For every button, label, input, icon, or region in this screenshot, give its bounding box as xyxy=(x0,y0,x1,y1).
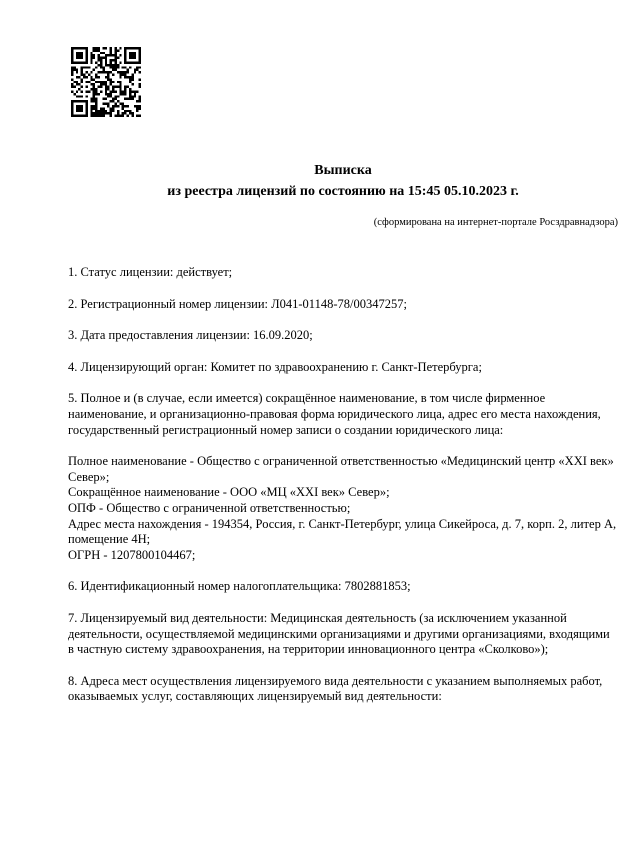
org-legal-form: ОПФ - Общество с ограниченной ответственностью; xyxy=(68,500,351,515)
title-line-2: из реестра лицензий по состоянию на 15:45 05.10.2023 г. xyxy=(167,184,519,199)
org-full-name: Полное наименование - Общество с ограниченной ответственностью «Медицинский центр «XXI век» Север»; xyxy=(68,454,614,484)
title-line-1: Выписка xyxy=(314,163,372,178)
org-short-name: Сокращённое наименование - ООО «МЦ «XXI век» Север»; xyxy=(68,485,390,500)
item-registration-number: 2. Регистрационный номер лицензии: Л041-01148-78/00347257; xyxy=(68,296,407,311)
formation-note: (сформирована на интернет-портале Росздравнадзора) xyxy=(373,217,618,228)
document-title xyxy=(68,160,618,202)
item-license-status: 1. Статус лицензии: действует; xyxy=(68,265,233,279)
item-org-heading: 5. Полное и (в случае, если имеется) сокращённое наименование, в том числе фирменное наименование, и организационно-правовая форма юридического лица, адрес его места нахождения, государственный регистрационный номер записи о создании юридического лица: xyxy=(68,391,601,437)
qr-code xyxy=(71,47,141,117)
item-activity-type: 7. Лицензируемый вид деятельности: Медицинская деятельность (за исключением указанной деятельности, осуществляемой медицинскими организациями и другими организациями, входящими в частную систему здравоохранения, на территории инновационного центра «Сколково»); xyxy=(68,610,610,657)
item-addresses-heading: 8. Адреса мест осуществления лицензируемого вида деятельности с указанием выполняемых работ, оказываемых услуг, составляющих лицензируемый вид деятельности: xyxy=(68,673,603,704)
org-details-block xyxy=(68,454,618,563)
item-licensing-authority: 4. Лицензирующий орган: Комитет по здравоохранению г. Санкт-Петербурга; xyxy=(68,359,482,374)
document-body xyxy=(68,160,618,705)
item-grant-date: 3. Дата предоставления лицензии: 16.09.2020; xyxy=(68,328,313,343)
org-ogrn: ОГРН - 1207800104467; xyxy=(68,547,196,562)
item-taxpayer-number: 6. Идентификационный номер налогоплательщика: 7802881853; xyxy=(68,579,411,594)
org-address: Адрес места нахождения - 194354, Россия, г. Санкт-Петербург, улица Сикейроса, д. 7, корп. 2, литер А, помещение 4Н; xyxy=(68,516,617,547)
